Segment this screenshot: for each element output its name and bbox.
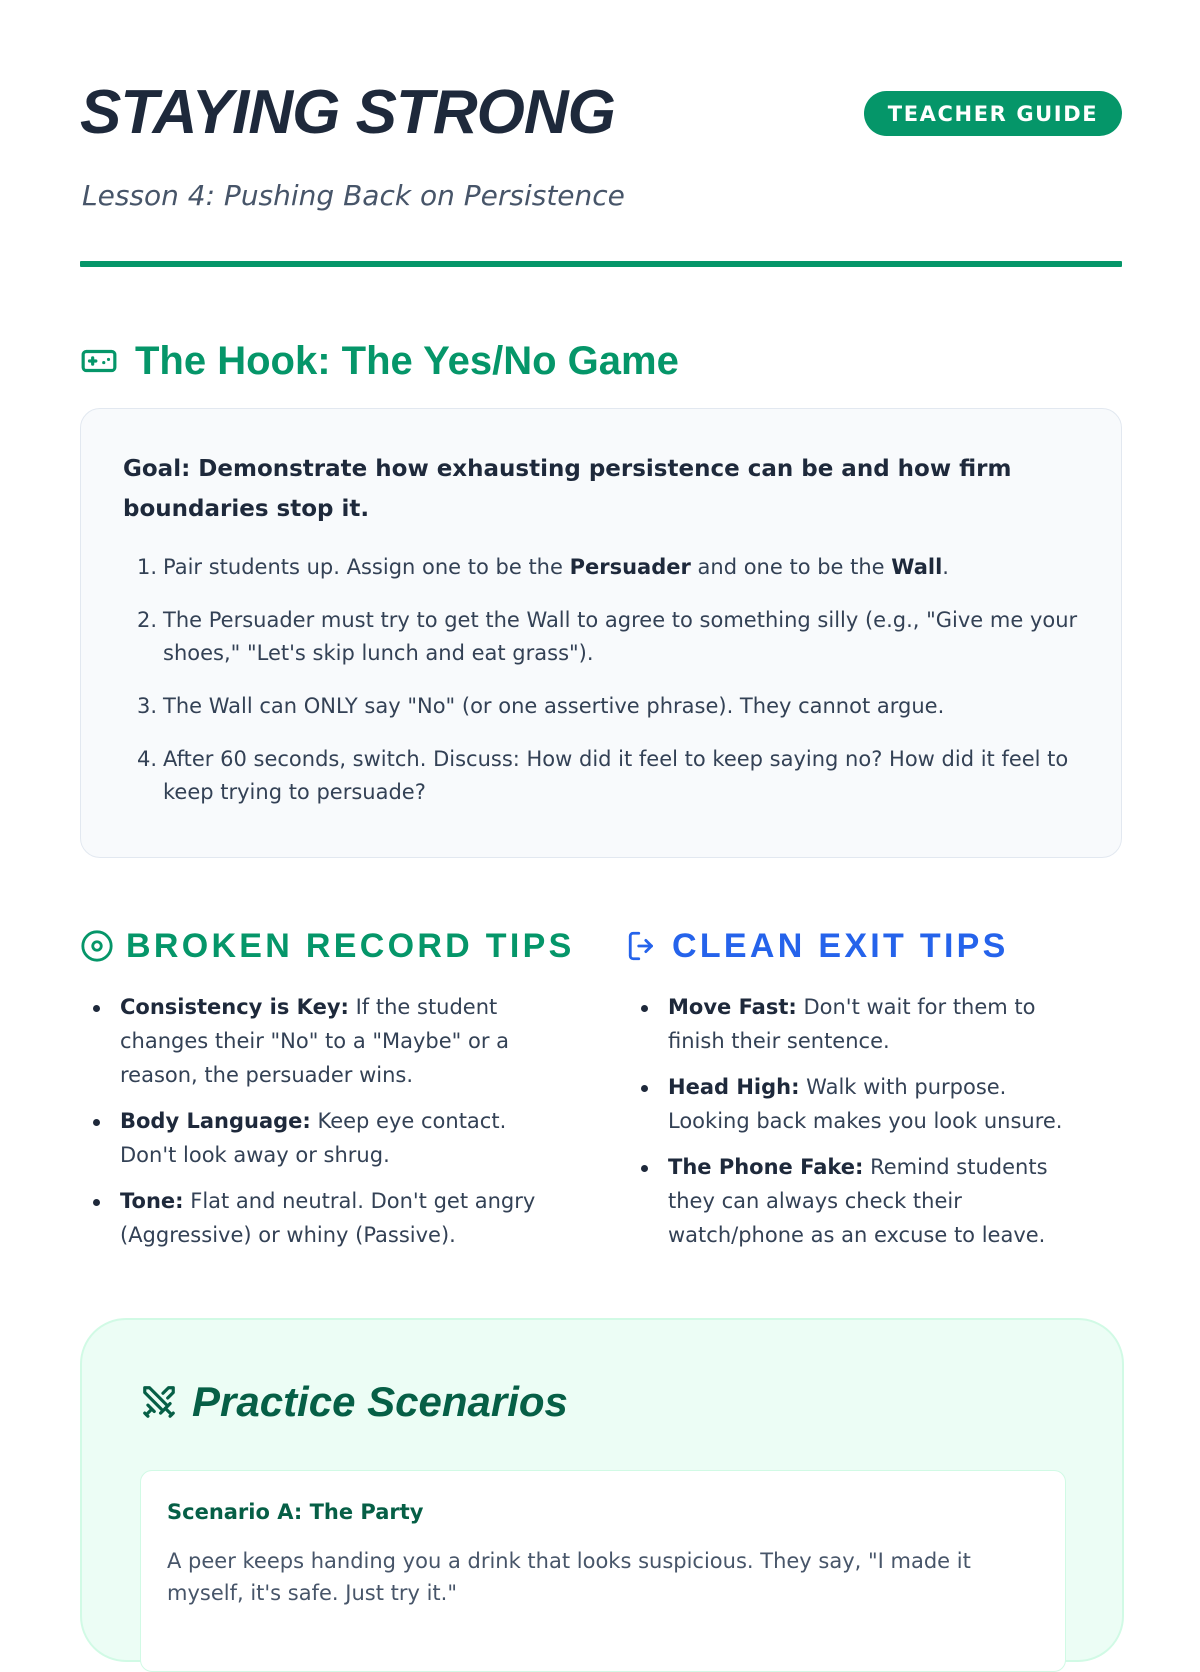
list-item <box>628 1070 1088 1138</box>
target-icon <box>80 929 114 963</box>
hook-activity-card <box>80 408 1122 858</box>
step-emphasis: Wall <box>891 555 943 579</box>
broken-record-heading <box>80 924 575 968</box>
tip-label: Move Fast: <box>668 995 797 1019</box>
hook-step: After 60 seconds, switch. Discuss: How did it feel to keep saying no? How did it feel to keep trying to persuade? <box>163 747 1069 804</box>
tip-label: Head High: <box>668 1075 800 1099</box>
scenario-title: Scenario A: The Party <box>167 1500 424 1524</box>
hook-step: The Wall can ONLY say "No" (or one assertive phrase). They cannot argue. <box>163 694 945 718</box>
list-item <box>80 1184 540 1252</box>
page-title: STAYING STRONG <box>80 78 615 147</box>
tip-text: Flat and neutral. Don't get angry (Aggressive) or whiny (Passive). <box>120 1189 536 1247</box>
list-item <box>80 1104 540 1172</box>
teacher-guide-badge: TEACHER GUIDE <box>864 91 1122 136</box>
hook-steps-list <box>123 551 1103 829</box>
gamepad-icon <box>80 342 118 380</box>
lesson-subtitle: Lesson 4: Pushing Back on Persistence <box>82 179 625 212</box>
broken-record-list <box>80 990 540 1264</box>
step-emphasis: Persuader <box>569 555 691 579</box>
list-item <box>628 1150 1088 1252</box>
step-text: and one to be the <box>690 555 892 579</box>
header-divider <box>80 261 1122 267</box>
tip-text: Remind students they can always check their watch/phone as an excuse to leave. <box>668 1155 1048 1247</box>
tip-text: Walk with purpose. Looking back makes you look unsure. <box>668 1075 1063 1133</box>
hook-step: The Persuader must try to get the Wall to agree to something silly (e.g., "Give me your shoes," "Let's skip lunch and eat grass"). <box>163 608 1078 665</box>
hook-step <box>163 551 1103 584</box>
step-text: . <box>942 555 949 579</box>
hook-section-heading <box>80 336 679 386</box>
tip-label: The Phone Fake: <box>668 1155 864 1179</box>
tip-text: If the student changes their "No" to a "Maybe" or a reason, the persuader wins. <box>120 995 510 1087</box>
practice-heading <box>140 1376 568 1428</box>
practice-scenarios-box <box>80 1318 1124 1662</box>
clean-exit-heading <box>626 924 1009 968</box>
tip-label: Body Language: <box>120 1109 311 1133</box>
list-item <box>628 990 1088 1058</box>
broken-record-heading-text: BROKEN RECORD TIPS <box>126 927 575 965</box>
scenario-text: A peer keeps handing you a drink that looks suspicious. They say, "I made it myself, it's safe. Just try it." <box>167 1549 971 1605</box>
tip-label: Tone: <box>120 1189 184 1213</box>
clean-exit-heading-text: CLEAN EXIT TIPS <box>672 927 1009 965</box>
hook-heading-text: The Hook: The Yes/No Game <box>135 339 679 383</box>
crossed-swords-icon <box>140 1383 178 1421</box>
practice-heading-text: Practice Scenarios <box>192 1378 568 1425</box>
step-text: Pair students up. Assign one to be the <box>163 555 570 579</box>
clean-exit-list <box>628 990 1088 1264</box>
tip-label: Consistency is Key: <box>120 995 349 1019</box>
list-item <box>80 990 540 1092</box>
scenario-card <box>140 1470 1066 1672</box>
tip-text: Don't wait for them to finish their sentence. <box>668 995 1036 1053</box>
tip-text: Keep eye contact. Don't look away or shrug. <box>120 1109 507 1167</box>
hook-goal: Goal: Demonstrate how exhausting persistence can be and how firm boundaries stop it. <box>123 456 1012 522</box>
exit-icon <box>626 929 660 963</box>
